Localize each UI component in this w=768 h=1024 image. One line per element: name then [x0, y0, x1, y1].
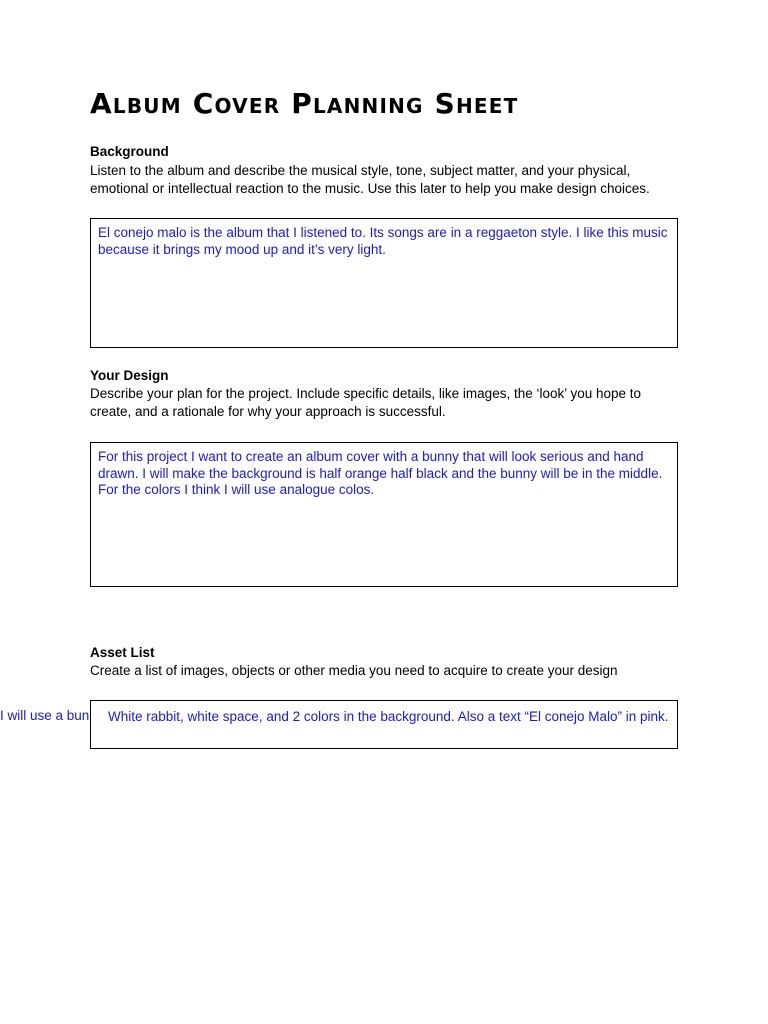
page-title: Album Cover Planning Sheet: [90, 87, 519, 120]
background-answer-text: El conejo malo is the album that I listened to. Its songs are in a reggaeton style. I like this music because it brings my mood up and it’s very light.: [98, 225, 668, 257]
your-design-description: Describe your plan for the project. Include specific details, like images, the ‘look’ you hope to create, and a rationale for why your approach is successful.: [90, 386, 642, 419]
asset-list-answer-text: White rabbit, white space, and 2 colors in the background. Also a text “El conejo Malo” in pink.: [108, 709, 669, 724]
asset-list-overflow-text: I will use a bun: [0, 708, 90, 723]
background-description: Listen to the album and describe the musical style, tone, subject matter, and your physical, emotional or intellectual reaction to the music. Use this later to help you make design choices.: [90, 163, 650, 196]
your-design-heading: Your Design: [90, 368, 169, 383]
background-heading: Background: [90, 144, 169, 159]
asset-list-description: Create a list of images, objects or other media you need to acquire to create your design: [90, 663, 618, 678]
asset-list-heading: Asset List: [90, 645, 155, 660]
your-design-answer-text: For this project I want to create an album cover with a bunny that will look serious and hand drawn. I will make the background is half orange half black and the bunny will be in the middle. For the colors I think I will use analogue colos.: [98, 449, 663, 497]
background-answer-box[interactable]: [90, 218, 678, 348]
your-design-answer-box[interactable]: [90, 442, 678, 587]
asset-list-answer-box[interactable]: [90, 700, 678, 749]
